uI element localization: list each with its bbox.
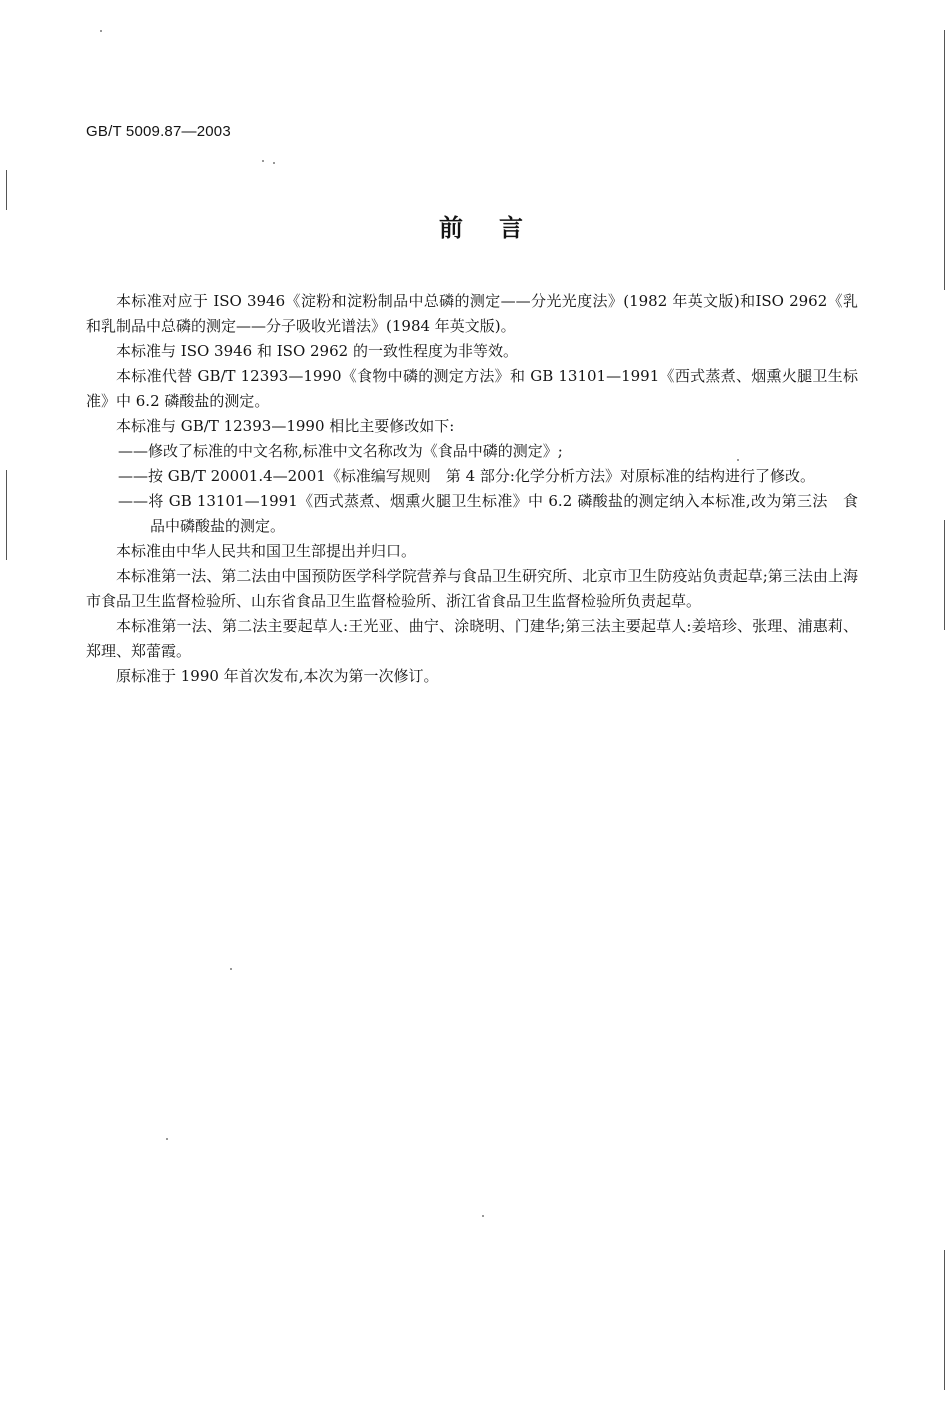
scan-dot <box>230 968 232 970</box>
scan-edge-mark <box>6 170 7 210</box>
scan-edge-mark <box>6 470 7 560</box>
paragraph: 本标准与 GB/T 12393—1990 相比主要修改如下: <box>116 417 455 435</box>
list-item: ——将 GB 13101—1991《西式蒸煮、烟熏火腿卫生标准》中 6.2 磷酸盐的测定纳入本标准,改为第三法 食品中磷酸盐的测定。 <box>118 492 858 535</box>
scan-dot <box>166 1138 168 1140</box>
scan-dot <box>273 162 275 164</box>
scan-dot <box>100 30 102 32</box>
foreword-body <box>86 289 858 689</box>
page-title: 前言 <box>439 214 559 242</box>
paragraph: 本标准代替 GB/T 12393—1990《食物中磷的测定方法》和 GB 13101—1991《西式蒸煮、烟熏火腿卫生标准》中 6.2 磷酸盐的测定。 <box>86 367 858 410</box>
list-item: ——按 GB/T 20001.4—2001《标准编写规则 第 4 部分:化学分析方法》对原标准的结构进行了修改。 <box>118 467 815 485</box>
paragraph: 本标准由中华人民共和国卫生部提出并归口。 <box>116 542 417 560</box>
scan-edge-mark <box>944 520 945 630</box>
paragraph: 本标准对应于 ISO 3946《淀粉和淀粉制品中总磷的测定——分光光度法》(1982 年英文版)和ISO 2962《乳和乳制品中总磷的测定——分子吸收光谱法》(1984 年英文版)。 <box>86 292 858 335</box>
standard-code: GB/T 5009.87—2003 <box>86 123 231 140</box>
paragraph: 本标准第一法、第二法主要起草人:王光亚、曲宁、涂晓明、门建华;第三法主要起草人:姜培珍、张理、浦惠莉、郑理、郑蕾霞。 <box>86 617 858 660</box>
scan-dot <box>482 1215 484 1217</box>
scan-dot <box>262 160 264 162</box>
scan-edge-mark <box>944 1250 945 1390</box>
list-item: ——修改了标准的中文名称,标准中文名称改为《食品中磷的测定》; <box>118 442 563 460</box>
paragraph: 原标准于 1990 年首次发布,本次为第一次修订。 <box>116 667 439 685</box>
paragraph: 本标准与 ISO 3946 和 ISO 2962 的一致性程度为非等效。 <box>116 342 518 360</box>
scan-edge-mark <box>944 30 945 290</box>
paragraph: 本标准第一法、第二法由中国预防医学科学院营养与食品卫生研究所、北京市卫生防疫站负责起草;第三法由上海市食品卫生监督检验所、山东省食品卫生监督检验所、浙江省食品卫生监督检验所负责起草。 <box>86 567 858 610</box>
